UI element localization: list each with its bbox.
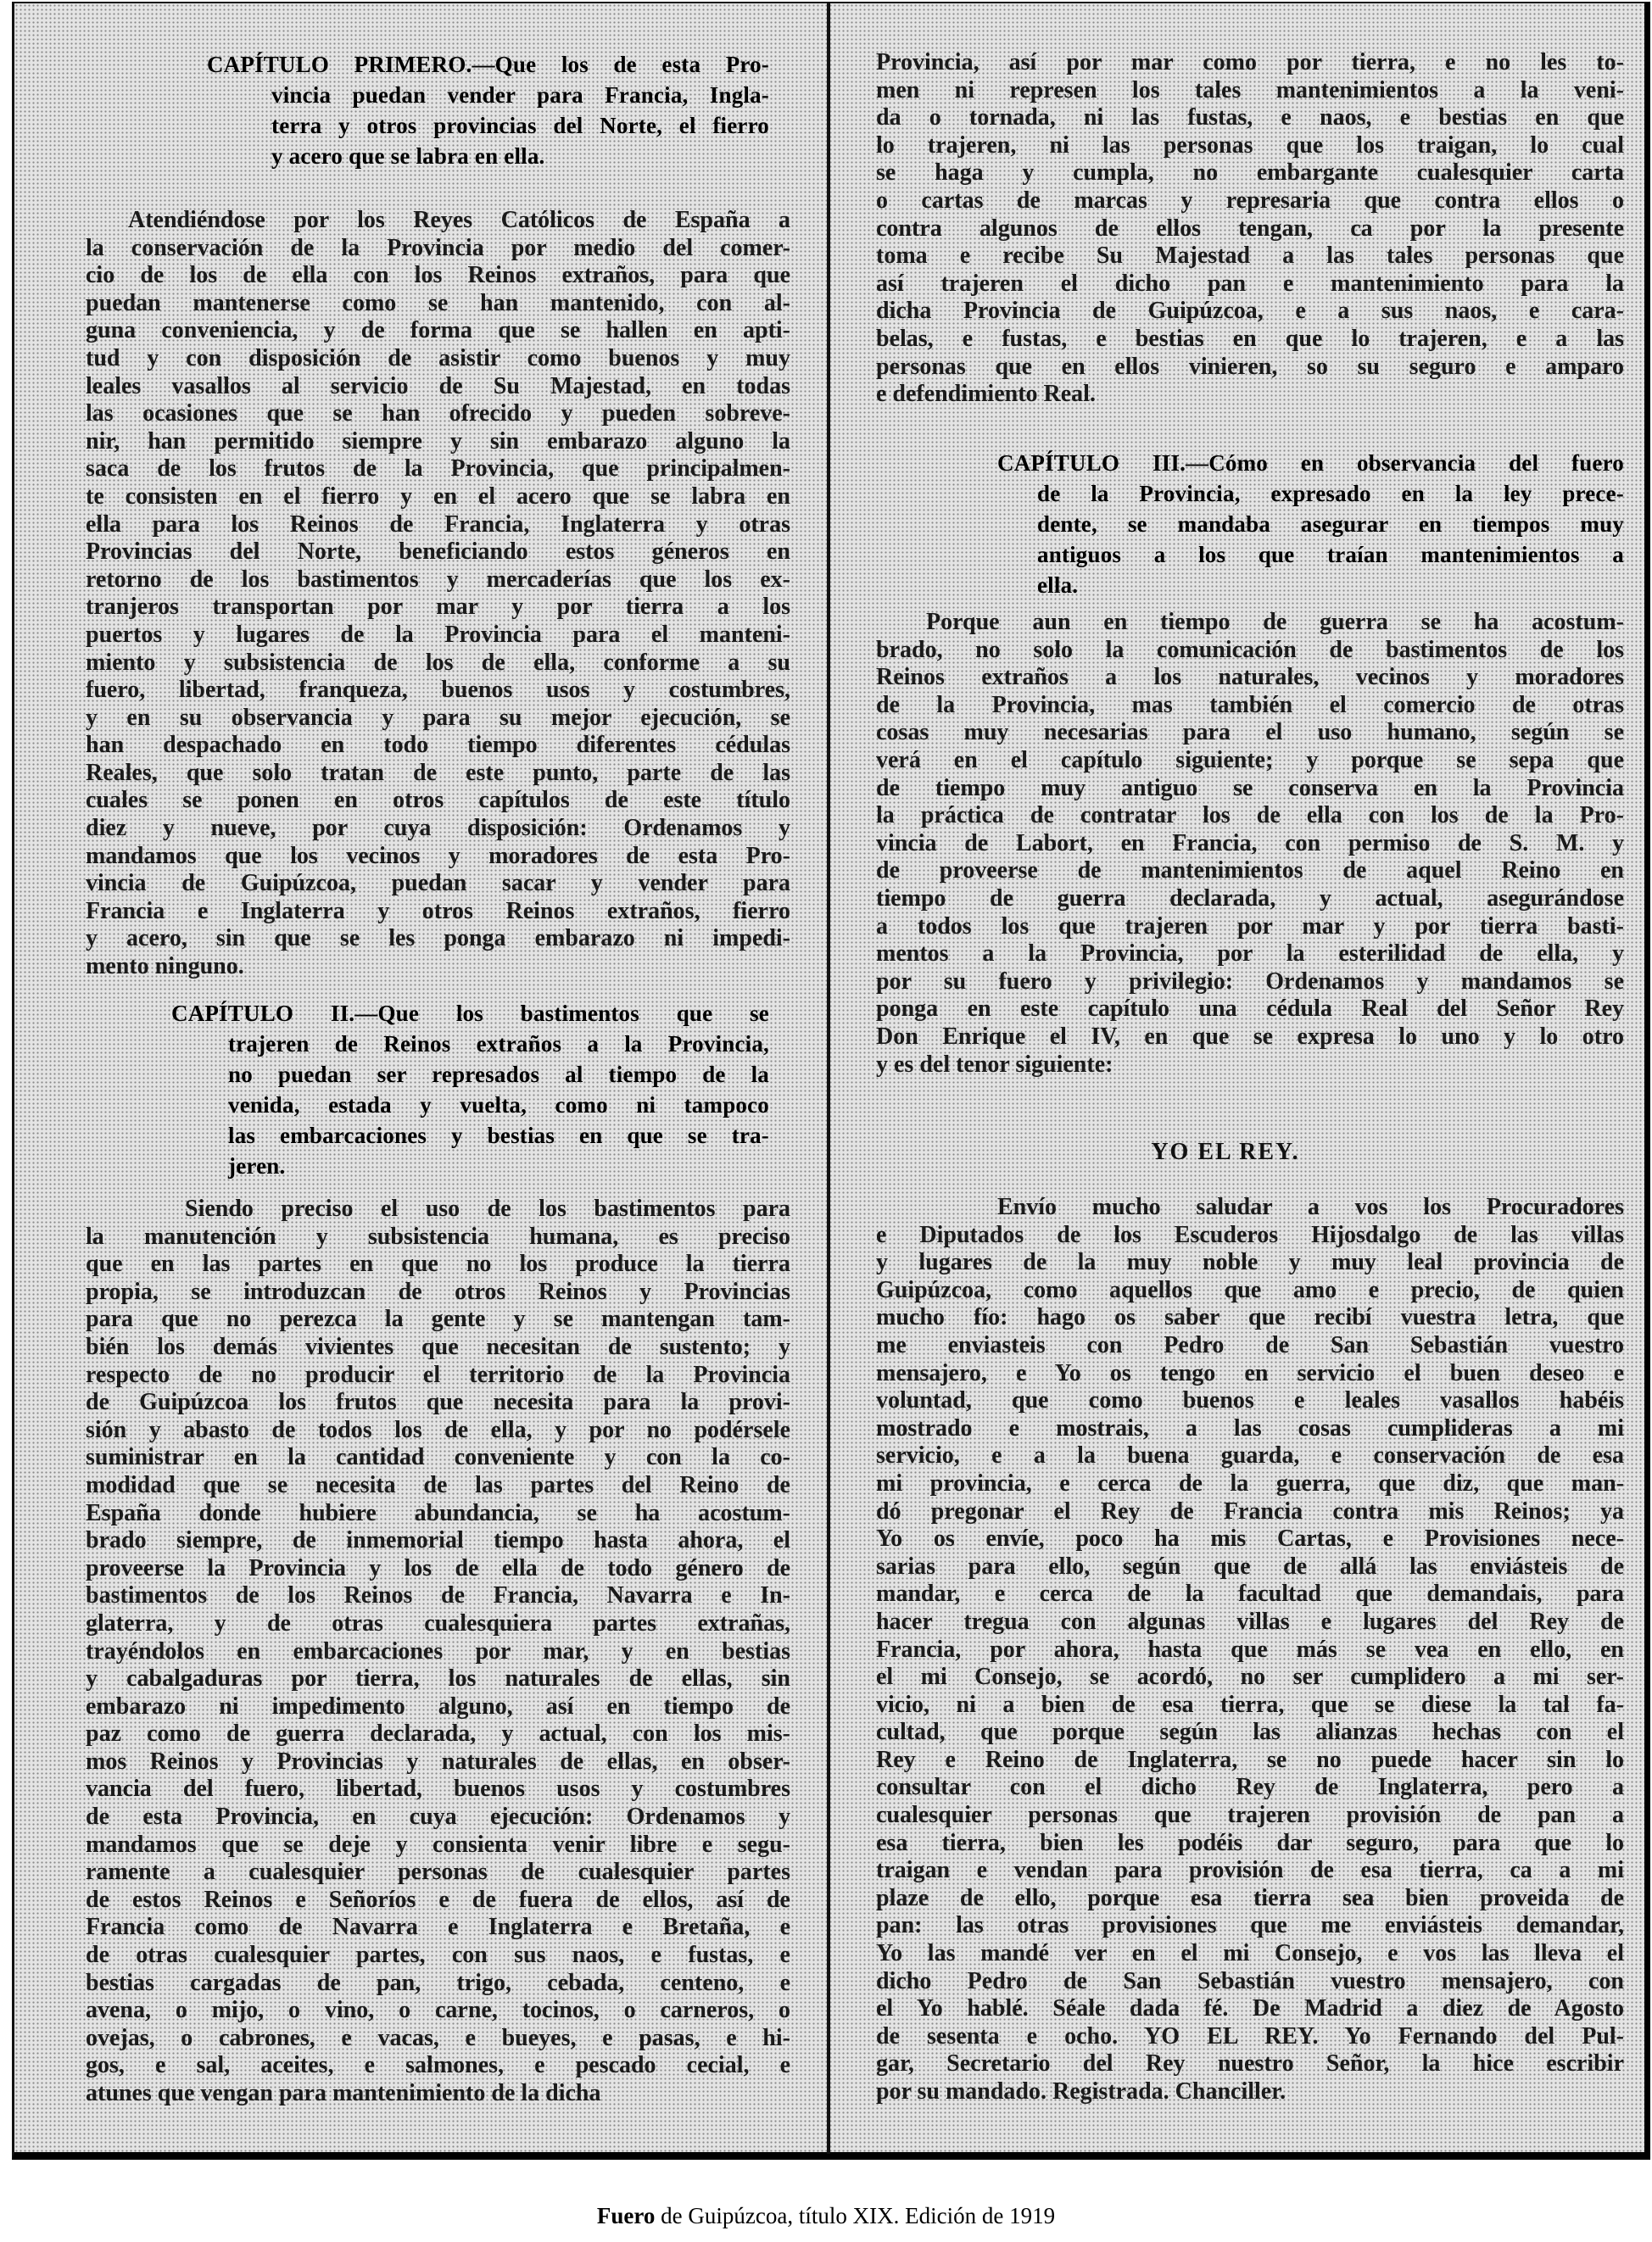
paragraph [876, 609, 1624, 1079]
text-line: ponga en este capítulo una cédula Real del Señor Rey [876, 996, 1624, 1023]
text-line: YO EL REY. [1151, 1139, 1300, 1165]
text-line: jeren. [228, 1153, 286, 1179]
text-line: CAPÍTULO PRIMERO.—Que los de esta Pro- [207, 52, 769, 77]
text-line: dó pregonar el Rey de Francia contra mis Reinos; ya [876, 1497, 1624, 1525]
text-line: ella. [1037, 572, 1079, 598]
text-line: puedan mantenerse como se han mantenido, con al- [86, 289, 790, 316]
text-line: trajeren de Reinos extraños a la Provincia, [228, 1031, 769, 1057]
text-line: brado, no solo la comunicación de bastimentos de los [876, 636, 1624, 663]
chapter-heading [997, 448, 1624, 600]
text-line: toma e recibe Su Majestad a las tales personas que [876, 243, 1624, 270]
text-line: leales vasallos al servicio de Su Majestad, en todas [86, 372, 790, 399]
text-line: y acero que se labra en ella. [271, 143, 545, 169]
text-line: consultar con el dicho Rey de Inglaterra, pero a [876, 1774, 1624, 1801]
caption-bold: Fuero [596, 2203, 656, 2228]
chapter-heading [207, 49, 769, 171]
text-line: la manutención y subsistencia humana, es preciso [86, 1223, 790, 1250]
text-line: y cabalgaduras por tierra, los naturales de ellas, sin [86, 1665, 790, 1693]
text-line: Yo las mandé ver en el mi Consejo, e vos las lleva el [876, 1940, 1624, 1967]
text-line: vincia de Labort, en Francia, con permiso de S. M. y [876, 829, 1624, 856]
text-line: ella para los Reinos de Francia, Inglaterra y otras [86, 510, 790, 538]
text-line: mensajero, e Yo os tengo en servicio el buen deseo e [876, 1359, 1624, 1386]
text-line: terra y otros provincias del Norte, el fierro [271, 113, 769, 138]
text-line: de Guipúzcoa los frutos que necesita para la provi- [86, 1389, 790, 1416]
text-line: servicio, e a la buena guarda, e conservación de esa [876, 1442, 1624, 1470]
text-line: y acero, sin que se les ponga embarazo ni impedi- [86, 925, 790, 952]
text-line: dente, se mandaba asegurar en tiempos muy [1037, 511, 1624, 537]
text-line: por su mandado. Registrada. Chanciller. [876, 2078, 1286, 2105]
text-line: Provincias del Norte, beneficiando estos géneros en [86, 538, 790, 566]
text-line: las ocasiones que se han ofrecido y pueden sobreve- [86, 400, 790, 427]
text-line: plaze de ello, porque esa tierra sea bien proveida de [876, 1884, 1624, 1911]
text-line: atunes que vengan para mantenimiento de la dicha [86, 2080, 601, 2106]
text-line: de la Provincia, mas también el comercio de otras [876, 691, 1624, 718]
text-line: te consisten en el fierro y en el acero que se labra en [86, 482, 790, 510]
text-line: respecto de no producir el territorio de la Provincia [86, 1361, 790, 1388]
text-line: Envío mucho saludar a vos los Procuradores [997, 1194, 1624, 1220]
text-line: por su fuero y privilegio: Ordenamos y mandamos se [876, 968, 1624, 995]
text-line: belas, e fustas, e bestias en que lo trajeren, e a las [876, 325, 1624, 352]
text-line: así trajeren el dicho pan e mantenimiento para la [876, 270, 1624, 297]
text-line: y lugares de la muy noble y muy leal provincia de [876, 1249, 1624, 1276]
text-line: vincia puedan vender para Francia, Ingla- [271, 82, 769, 108]
text-line: mi provincia, e cerca de la guerra, que diz, que man- [876, 1470, 1624, 1497]
text-line: contra algunos de ellos tengan, ca por la presente [876, 215, 1624, 242]
text-line: de esta Provincia, en cuya ejecución: Ordenamos y [86, 1804, 790, 1831]
text-line: Atendiéndose por los Reyes Católicos de España a [128, 207, 790, 233]
text-line: men ni represen los tales mantenimientos a la veni- [876, 76, 1624, 103]
text-line: nir, han permitido siempre y sin embarazo alguno la [86, 427, 790, 455]
figure-caption [0, 2203, 1652, 2229]
paragraph [86, 207, 790, 981]
text-line: traigan e vendan para provisión de esa tierra, ca a mi [876, 1857, 1624, 1884]
text-line: ramente a cualesquier personas de cualesquier partes [86, 1859, 790, 1886]
text-line: cualesquier personas que trajeren provisión de pan a [876, 1802, 1624, 1829]
text-line: Reinos extraños a los naturales, vecinos y moradores [876, 664, 1624, 691]
text-line: paz como de guerra declarada, y actual, con los mis- [86, 1721, 790, 1748]
text-line: cosas muy necesarias para el uso humano, según se [876, 719, 1624, 746]
text-line: gar, Secretario del Rey nuestro Señor, la hice escribir [876, 2050, 1624, 2077]
text-line: venida, estada y vuelta, como ni tampoco [228, 1092, 769, 1118]
text-line: e defendimiento Real. [876, 381, 1096, 408]
text-line: y es del tenor siguiente: [876, 1051, 1113, 1078]
text-line: el mi Consejo, se acordó, no ser cumplidero a mi ser- [876, 1664, 1624, 1691]
text-line: la conservación de la Provincia por medio del comer- [86, 234, 790, 261]
text-line: Guipúzcoa, como aquellos que amo e precio, de quien [876, 1276, 1624, 1303]
text-line: fuero, libertad, franqueza, buenos usos y costumbres, [86, 677, 790, 704]
text-line: verá en el capítulo siguiente; y porque se sepa que [876, 746, 1624, 773]
text-line: vancia del fuero, libertad, buenos usos y costumbres [86, 1776, 790, 1803]
text-line: no puedan ser represados al tiempo de la [228, 1062, 769, 1087]
text-line: a todos los que trajeren por mar y por tierra basti- [876, 912, 1624, 940]
text-line: tranjeros transportan por mar y por tierra a los [86, 594, 790, 621]
text-line: la práctica de contratar los de ella con los de la Pro- [876, 802, 1624, 829]
text-line: dicho Pedro de San Sebastián vuestro mensajero, con [876, 1967, 1624, 1994]
text-line: sión y abasto de todos los de ella, y por no podérsele [86, 1416, 790, 1443]
text-line: personas que en ellos vinieren, so su seguro e amparo [876, 353, 1624, 380]
text-line: saca de los frutos de la Provincia, que principalmen- [86, 455, 790, 482]
text-line: Yo os envíe, poco ha mis Cartas, e Provisiones nece- [876, 1525, 1624, 1553]
text-line: mentos a la Provincia, por la esterilidad de ella, y [876, 940, 1624, 968]
text-line: diez y nueve, por cuya disposición: Ordenamos y [86, 815, 790, 842]
text-line: el Yo hablé. Séale dada fé. De Madrid a diez de Agosto [876, 1995, 1624, 2022]
text-line: suministrar en la cantidad conveniente y con la co- [86, 1444, 790, 1471]
chapter-heading [171, 998, 769, 1181]
text-line: miento y subsistencia de los de ella, conforme a su [86, 649, 790, 676]
royal-signature-heading [1098, 1139, 1353, 1166]
paragraph [876, 49, 1624, 409]
text-line: sarias para ello, según que de allá las enviásteis de [876, 1553, 1624, 1580]
text-line: Rey e Reino de Inglaterra, se no puede hacer sin lo [876, 1746, 1624, 1773]
text-line: cio de los de ella con los Reinos extraños, para que [86, 262, 790, 289]
text-line: mos Reinos y Provincias y naturales de ellas, en obser- [86, 1748, 790, 1775]
text-line: pan: las otras provisiones que me enviásteis demandar, [876, 1912, 1624, 1939]
text-line: mandamos que se deje y consienta venir libre e segu- [86, 1831, 790, 1858]
text-line: ovejas, o cabrones, e vacas, e bueyes, e pasas, e hi- [86, 2024, 790, 2051]
text-line: esa tierra, bien les podéis dar seguro, para que lo [876, 1829, 1624, 1856]
text-line: Provincia, así por mar como por tierra, e no les to- [876, 49, 1624, 75]
text-line: bastimentos de los Reinos de Francia, Navarra e In- [86, 1582, 790, 1609]
text-line: Francia e Inglaterra y otros Reinos extraños, fierro [86, 897, 790, 924]
text-line: avena, o mijo, o vino, o carne, tocinos, o carneros, o [86, 1997, 790, 2024]
text-line: de la Provincia, expresado en la ley prece- [1037, 481, 1624, 506]
text-line: vicio, ni a bien de esa tierra, que se diese la tal fa- [876, 1691, 1624, 1718]
text-line: han despachado en todo tiempo diferentes cédulas [86, 732, 790, 759]
text-line: guna conveniencia, y de forma que se hallen en apti- [86, 317, 790, 344]
column-divider [827, 2, 830, 2154]
text-line: tud y con disposición de asistir como buenos y muy [86, 344, 790, 371]
text-line: las embarcaciones y bestias en que se tra- [228, 1123, 769, 1148]
text-line: voluntad, que como buenos e leales vasallos habéis [876, 1387, 1624, 1414]
text-line: mandar, e cerca de la facultad que demandais, para [876, 1581, 1624, 1608]
text-line: se haga y cumpla, no embargante cualesquier carta [876, 159, 1624, 187]
text-line: CAPÍTULO III.—Cómo en observancia del fuero [997, 450, 1624, 476]
text-line: tiempo de guerra declarada, y actual, asegurándose [876, 884, 1624, 912]
text-line: proveerse la Provincia y los de ella de todo género de [86, 1554, 790, 1581]
text-line: para que no perezca la gente y se mantengan tam- [86, 1306, 790, 1333]
text-line: propia, se introduzcan de otros Reinos y Provincias [86, 1278, 790, 1305]
text-line: me enviasteis con Pedro de San Sebastián vuestro [876, 1331, 1624, 1358]
text-line: dicha Provincia de Guipúzcoa, e a sus naos, e cara- [876, 298, 1624, 325]
text-line: mucho fío: hago os saber que recibí vuestra letra, que [876, 1304, 1624, 1331]
text-line: de proveerse de mantenimientos de aquel Reino en [876, 857, 1624, 884]
text-line: Porque aun en tiempo de guerra se ha acostum- [926, 609, 1624, 635]
text-line: CAPÍTULO II.—Que los bastimentos que se [171, 1001, 769, 1026]
text-line: de sesenta e ocho. YO EL REY. Yo Fernando del Pul- [876, 2022, 1624, 2050]
text-line: hacer tregua con algunas villas e lugares del Rey de [876, 1608, 1624, 1635]
text-line: Francia, por ahora, hasta que más se vea en ello, en [876, 1636, 1624, 1663]
text-line: modidad que se necesita de las partes del Reino de [86, 1471, 790, 1498]
text-line: de tiempo muy antiguo se conserva en la Provincia [876, 774, 1624, 801]
text-line: Don Enrique el IV, en que se expresa lo uno y lo otro [876, 1023, 1624, 1050]
text-line: Reales, que solo tratan de este punto, parte de las [86, 759, 790, 786]
text-line: vincia de Guipúzcoa, puedan sacar y vender para [86, 870, 790, 897]
text-line: o cartas de marcas y represaria que contra ellos o [876, 187, 1624, 214]
text-line: trayéndolos en embarcaciones por mar, y en bestias [86, 1637, 790, 1665]
caption-text: de Guipúzcoa, título XIX. Edición de 1919 [655, 2203, 1056, 2228]
text-line: España donde hubiere abundancia, se ha acostum- [86, 1499, 790, 1526]
text-line: de estos Reinos e Señoríos e de fuera de ellos, así de [86, 1886, 790, 1913]
text-line: cultad, que porque según las alianzas hechas con el [876, 1719, 1624, 1746]
text-line: gos, e sal, aceites, e salmones, e pescado cecial, e [86, 2052, 790, 2079]
text-line: bién los demás vivientes que necesitan de sustento; y [86, 1333, 790, 1360]
text-line: embarazo ni impedimento alguno, así en tiempo de [86, 1693, 790, 1720]
text-line: antiguos a los que traían mantenimientos a [1037, 542, 1624, 567]
text-line: glaterra, y de otras cualesquiera partes extrañas, [86, 1609, 790, 1637]
text-line: cuales se ponen en otros capítulos de este título [86, 787, 790, 814]
text-line: mento ninguno. [86, 953, 244, 980]
text-line: da o tornada, ni las fustas, e naos, e bestias en que [876, 104, 1624, 131]
text-line: mostrado e mostrais, a las cosas cumplideras a mi [876, 1414, 1624, 1442]
text-line: retorno de los bastimentos y mercaderías que los ex- [86, 566, 790, 593]
text-line: e Diputados de los Escuderos Hijosdalgo de las villas [876, 1221, 1624, 1248]
text-line: mandamos que los vecinos y moradores de esta Pro- [86, 842, 790, 869]
text-line: lo trajeren, ni las personas que los traigan, lo cual [876, 131, 1624, 159]
text-line: puertos y lugares de la Provincia para el manteni- [86, 621, 790, 648]
text-line: Francia como de Navarra e Inglaterra e Bretaña, e [86, 1914, 790, 1941]
text-line: Siendo preciso el uso de los bastimentos para [185, 1196, 790, 1222]
text-line: brado siempre, de inmemorial tiempo hasta ahora, el [86, 1527, 790, 1554]
text-line: bestias cargadas de pan, trigo, cebada, centeno, e [86, 1969, 790, 1996]
text-line: que en las partes en que no los produce la tierra [86, 1251, 790, 1278]
text-line: de otras cualesquier partes, con sus naos, e fustas, e [86, 1942, 790, 1969]
paragraph [876, 1194, 1624, 2106]
text-line: y en su observancia y para su mejor ejecución, se [86, 704, 790, 731]
paragraph [86, 1196, 790, 2108]
